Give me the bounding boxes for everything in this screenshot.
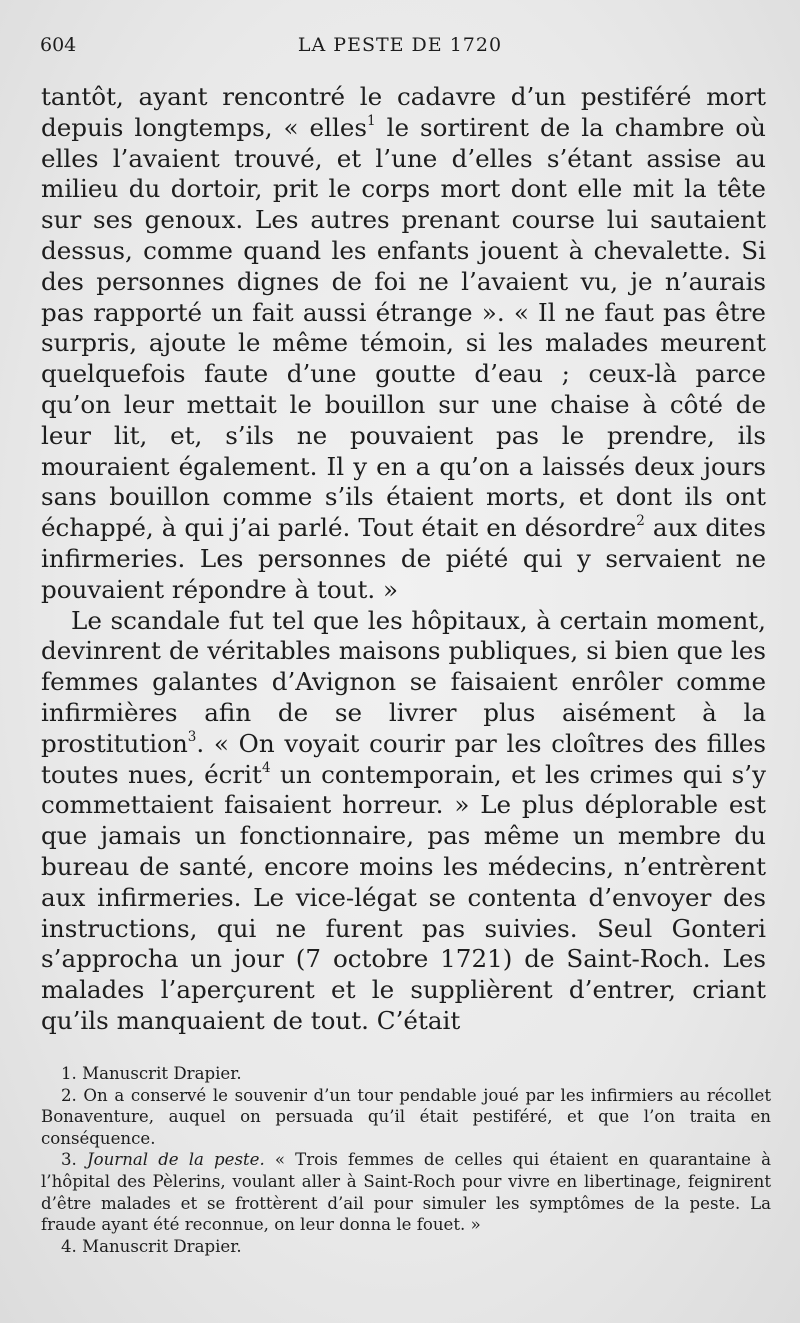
footnote-4: 4. Manuscrit Drapier. (61, 1236, 242, 1256)
footnote-3-text: « Trois femmes de celles qui étaient en quarantaine à l’hôpital des Pèlerins, voulant aller à Saint-Roch pour vivre en libertinage, feignirent d’être malades et se frottèrent d’ail pour simuler les symptômes de la peste. La fraude ayant été reconnue, on leur donna le fouet. » (41, 1150, 771, 1235)
running-title: LA PESTE DE 1720 (297, 34, 503, 56)
paragraph-2 (41, 606, 766, 1037)
footnote-ref-3: 3 (187, 728, 197, 745)
footnote-3-number: 3. (61, 1150, 87, 1170)
footnote-ref-4: 4 (261, 759, 271, 776)
paragraph-1 (41, 82, 766, 606)
paragraph-1-part-b: le sortirent de la chambre où elles l’avaient trouvé, et l’une d’elles s’étant assise au milieu du dortoir, prit le corps mort dont elle mit la tête sur ses genoux. Les autres prenant course lui sautaient dessus, comme quand les enfants jouent à chevalette. Si des personnes dignes de foi ne l’avaient vu, je n’aurais pas rapporté un fait aussi étrange ». « Il ne faut pas être surpris, ajoute le même témoin, si les malades meurent quelquefois faute d’une goutte d’eau ; ceux-là parce qu’on leur mettait le bouillon sur une chaise à côté de leur lit, et, s’ils ne pouvaient pas le prendre, ils mouraient également. Il y en a qu’on a laissés deux jours sans bouillon comme s’ils étaient morts, et dont ils ont échappé, à qui j’ai parlé. Tout était en désordre (41, 112, 766, 543)
footnote-ref-2: 2 (636, 513, 645, 530)
footnotes (41, 1063, 771, 1257)
footnote-3 (41, 1149, 771, 1235)
paragraph-2-part-a: Le scandale fut tel que les hôpitaux, à certain moment, devinrent de véritables maisons publiques, si bien que les femmes galantes d’Avignon se faisaient enrôler comme infirmières afin de se livrer plus aisément à la prostitution (41, 605, 766, 758)
paragraph-2-part-c: un contemporain, et les crimes qui s’y commettaient faisaient horreur. » Le plus déplorable est que jamais un fonctionnaire, pas même un membre du bureau de santé, encore moins les médecins, n’entrèrent aux infirmeries. Le vice-légat se contenta d’envoyer des instructions, qui ne furent pas suivies. Seul Gonteri s’approcha un jour (7 octobre 1721) de Saint-Roch. Les malades l’aperçurent et le supplièrent d’entrer, criant qu’ils manquaient de tout. C’était (41, 759, 766, 1035)
footnote-3-source-title: Journal de la peste. (86, 1150, 265, 1170)
main-text (41, 82, 766, 1037)
page-header (40, 34, 760, 60)
footnote-1: 1. Manuscrit Drapier. (61, 1064, 242, 1083)
footnote-2: 2. On a conservé le souvenir d’un tour pendable joué par les infirmiers au récollet Bonaventure, auquel on persuada qu’il était pestiféré, et que l’on traita en conséquence. (41, 1085, 771, 1148)
page-number: 604 (40, 34, 77, 56)
paragraph-1-part-a: tantôt, ayant rencontré le cadavre d’un pestiféré mort depuis longtemps, « elles (41, 82, 766, 142)
paragraph-1-part-c: aux dites infirmeries. Les personnes de piété qui y servaient ne pouvaient répondre à tout. » (41, 513, 766, 604)
paragraph-2-part-b: . « On voyait courir par les cloîtres des filles toutes nues, écrit (41, 728, 766, 789)
footnote-ref-1: 1 (367, 112, 376, 129)
